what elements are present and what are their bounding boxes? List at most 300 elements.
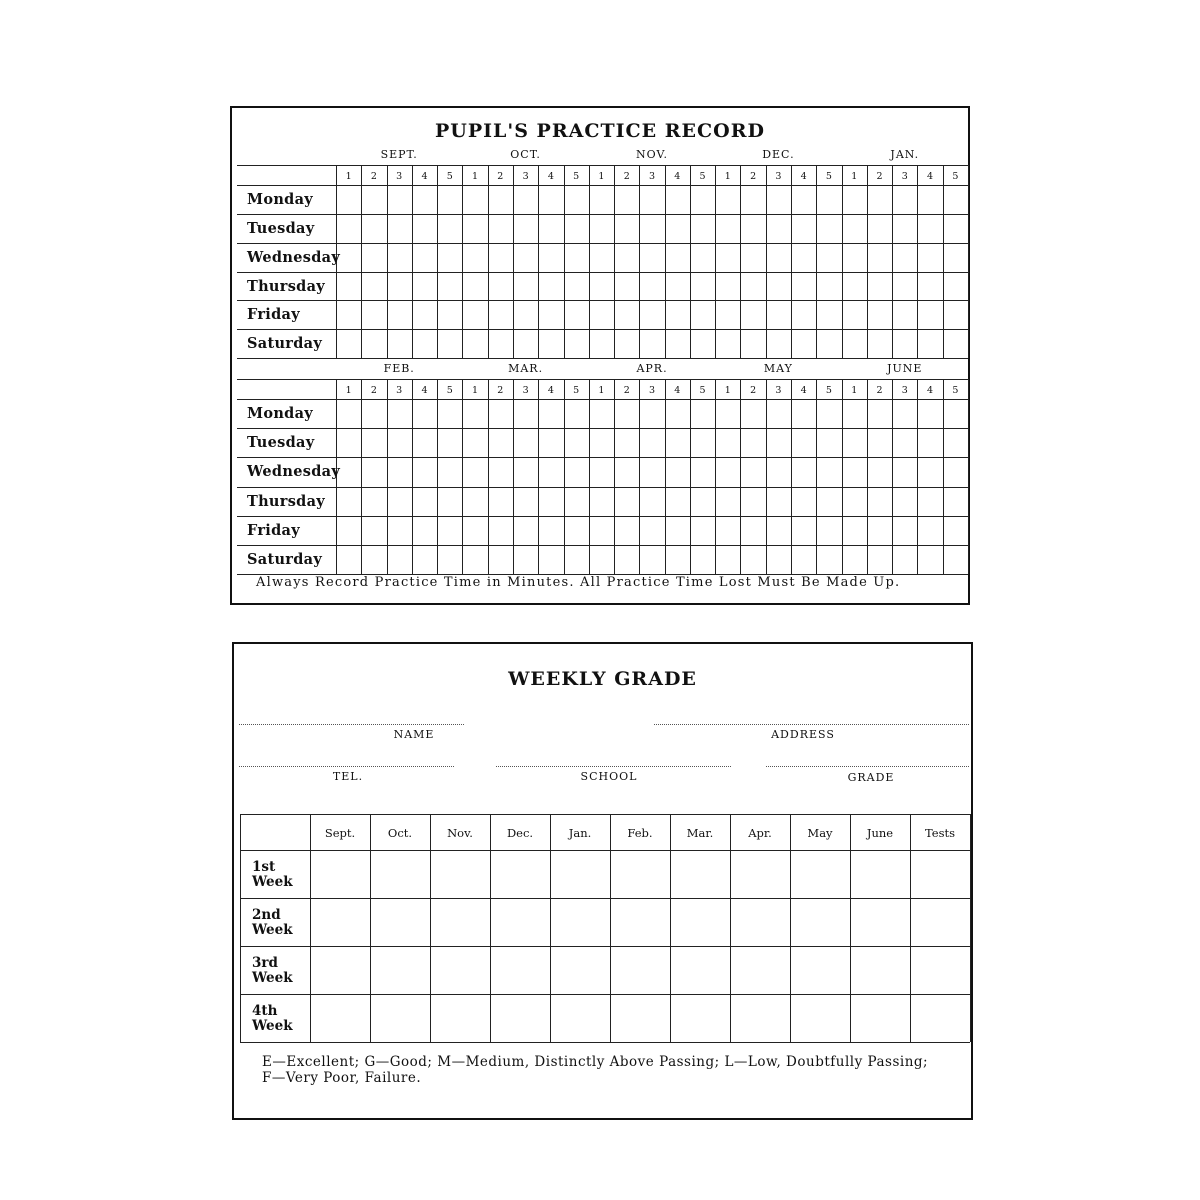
practice-cell[interactable] xyxy=(666,546,689,573)
grade-cell[interactable] xyxy=(551,899,609,945)
practice-cell[interactable] xyxy=(489,186,512,213)
practice-cell[interactable] xyxy=(615,458,638,485)
practice-cell[interactable] xyxy=(918,488,941,515)
practice-cell[interactable] xyxy=(918,546,941,573)
practice-cell[interactable] xyxy=(539,429,562,456)
practice-cell[interactable] xyxy=(640,517,663,544)
grade-cell[interactable] xyxy=(431,851,489,897)
practice-cell[interactable] xyxy=(843,301,866,328)
practice-cell[interactable] xyxy=(868,244,891,271)
practice-cell[interactable] xyxy=(792,488,815,515)
practice-cell[interactable] xyxy=(413,400,436,427)
practice-cell[interactable] xyxy=(640,546,663,573)
grade-cell[interactable] xyxy=(551,947,609,993)
practice-cell[interactable] xyxy=(565,215,588,242)
practice-cell[interactable] xyxy=(666,273,689,300)
practice-cell[interactable] xyxy=(615,301,638,328)
practice-cell[interactable] xyxy=(463,273,486,300)
practice-cell[interactable] xyxy=(691,215,714,242)
practice-cell[interactable] xyxy=(489,400,512,427)
practice-cell[interactable] xyxy=(514,215,537,242)
practice-cell[interactable] xyxy=(463,517,486,544)
grade-cell[interactable] xyxy=(311,947,369,993)
practice-cell[interactable] xyxy=(362,301,385,328)
practice-cell[interactable] xyxy=(792,546,815,573)
practice-cell[interactable] xyxy=(716,488,739,515)
practice-cell[interactable] xyxy=(413,301,436,328)
grade-cell[interactable] xyxy=(491,947,549,993)
practice-cell[interactable] xyxy=(565,488,588,515)
practice-cell[interactable] xyxy=(590,330,613,357)
grade-cell[interactable] xyxy=(491,851,549,897)
practice-cell[interactable] xyxy=(944,517,967,544)
practice-cell[interactable] xyxy=(691,273,714,300)
grade-cell[interactable] xyxy=(791,947,849,993)
practice-cell[interactable] xyxy=(843,186,866,213)
grade-cell[interactable] xyxy=(431,947,489,993)
practice-cell[interactable] xyxy=(893,458,916,485)
practice-cell[interactable] xyxy=(489,546,512,573)
practice-cell[interactable] xyxy=(565,330,588,357)
practice-cell[interactable] xyxy=(893,400,916,427)
practice-cell[interactable] xyxy=(615,215,638,242)
practice-cell[interactable] xyxy=(438,488,461,515)
grade-cell[interactable] xyxy=(671,851,729,897)
practice-cell[interactable] xyxy=(463,488,486,515)
practice-cell[interactable] xyxy=(792,244,815,271)
grade-cell[interactable] xyxy=(911,899,969,945)
practice-cell[interactable] xyxy=(413,517,436,544)
practice-cell[interactable] xyxy=(514,273,537,300)
practice-cell[interactable] xyxy=(918,517,941,544)
practice-cell[interactable] xyxy=(893,546,916,573)
practice-cell[interactable] xyxy=(843,400,866,427)
practice-cell[interactable] xyxy=(337,273,360,300)
practice-cell[interactable] xyxy=(388,546,411,573)
practice-cell[interactable] xyxy=(463,244,486,271)
practice-cell[interactable] xyxy=(388,330,411,357)
grade-cell[interactable] xyxy=(911,995,969,1041)
practice-cell[interactable] xyxy=(463,546,486,573)
practice-cell[interactable] xyxy=(565,186,588,213)
practice-cell[interactable] xyxy=(514,458,537,485)
practice-cell[interactable] xyxy=(792,215,815,242)
practice-cell[interactable] xyxy=(741,244,764,271)
grade-cell[interactable] xyxy=(611,851,669,897)
practice-cell[interactable] xyxy=(918,458,941,485)
practice-cell[interactable] xyxy=(463,186,486,213)
practice-cell[interactable] xyxy=(640,458,663,485)
practice-cell[interactable] xyxy=(868,301,891,328)
practice-cell[interactable] xyxy=(691,517,714,544)
practice-cell[interactable] xyxy=(767,244,790,271)
practice-cell[interactable] xyxy=(463,400,486,427)
grade-cell[interactable] xyxy=(671,995,729,1041)
grade-cell[interactable] xyxy=(851,947,909,993)
practice-cell[interactable] xyxy=(640,215,663,242)
practice-cell[interactable] xyxy=(868,546,891,573)
practice-cell[interactable] xyxy=(590,301,613,328)
practice-cell[interactable] xyxy=(413,488,436,515)
practice-cell[interactable] xyxy=(640,273,663,300)
practice-cell[interactable] xyxy=(893,517,916,544)
practice-cell[interactable] xyxy=(539,546,562,573)
practice-cell[interactable] xyxy=(691,186,714,213)
practice-cell[interactable] xyxy=(741,186,764,213)
practice-cell[interactable] xyxy=(741,273,764,300)
practice-cell[interactable] xyxy=(413,244,436,271)
practice-cell[interactable] xyxy=(565,429,588,456)
practice-cell[interactable] xyxy=(590,429,613,456)
practice-cell[interactable] xyxy=(918,244,941,271)
practice-cell[interactable] xyxy=(388,517,411,544)
practice-cell[interactable] xyxy=(792,429,815,456)
practice-cell[interactable] xyxy=(843,215,866,242)
practice-cell[interactable] xyxy=(337,330,360,357)
grade-cell[interactable] xyxy=(611,947,669,993)
practice-cell[interactable] xyxy=(868,215,891,242)
practice-cell[interactable] xyxy=(843,488,866,515)
practice-cell[interactable] xyxy=(944,458,967,485)
grade-cell[interactable] xyxy=(851,851,909,897)
grade-cell[interactable] xyxy=(371,899,429,945)
practice-cell[interactable] xyxy=(489,488,512,515)
practice-cell[interactable] xyxy=(893,215,916,242)
practice-cell[interactable] xyxy=(868,186,891,213)
practice-cell[interactable] xyxy=(944,546,967,573)
practice-cell[interactable] xyxy=(893,186,916,213)
practice-cell[interactable] xyxy=(615,244,638,271)
practice-cell[interactable] xyxy=(918,215,941,242)
practice-cell[interactable] xyxy=(514,400,537,427)
practice-cell[interactable] xyxy=(893,429,916,456)
practice-cell[interactable] xyxy=(413,273,436,300)
practice-cell[interactable] xyxy=(539,330,562,357)
practice-cell[interactable] xyxy=(438,301,461,328)
practice-cell[interactable] xyxy=(792,458,815,485)
practice-cell[interactable] xyxy=(767,186,790,213)
grade-cell[interactable] xyxy=(611,995,669,1041)
practice-cell[interactable] xyxy=(792,301,815,328)
practice-cell[interactable] xyxy=(615,429,638,456)
grade-cell[interactable] xyxy=(671,947,729,993)
practice-cell[interactable] xyxy=(539,273,562,300)
practice-cell[interactable] xyxy=(893,330,916,357)
practice-cell[interactable] xyxy=(666,244,689,271)
practice-cell[interactable] xyxy=(413,429,436,456)
practice-cell[interactable] xyxy=(918,273,941,300)
practice-cell[interactable] xyxy=(893,244,916,271)
practice-cell[interactable] xyxy=(489,244,512,271)
practice-cell[interactable] xyxy=(388,273,411,300)
practice-cell[interactable] xyxy=(615,517,638,544)
grade-cell[interactable] xyxy=(611,899,669,945)
grade-cell[interactable] xyxy=(311,995,369,1041)
practice-cell[interactable] xyxy=(514,517,537,544)
practice-cell[interactable] xyxy=(843,330,866,357)
practice-cell[interactable] xyxy=(691,330,714,357)
practice-cell[interactable] xyxy=(767,429,790,456)
practice-cell[interactable] xyxy=(944,488,967,515)
practice-cell[interactable] xyxy=(615,488,638,515)
practice-cell[interactable] xyxy=(843,429,866,456)
practice-cell[interactable] xyxy=(944,244,967,271)
grade-cell[interactable] xyxy=(731,899,789,945)
practice-cell[interactable] xyxy=(413,215,436,242)
practice-cell[interactable] xyxy=(590,546,613,573)
practice-cell[interactable] xyxy=(463,215,486,242)
practice-cell[interactable] xyxy=(388,215,411,242)
practice-cell[interactable] xyxy=(590,273,613,300)
practice-cell[interactable] xyxy=(767,330,790,357)
practice-cell[interactable] xyxy=(893,301,916,328)
practice-cell[interactable] xyxy=(666,400,689,427)
practice-cell[interactable] xyxy=(489,330,512,357)
practice-cell[interactable] xyxy=(362,458,385,485)
practice-cell[interactable] xyxy=(817,273,840,300)
practice-cell[interactable] xyxy=(590,400,613,427)
grade-cell[interactable] xyxy=(311,899,369,945)
practice-cell[interactable] xyxy=(463,458,486,485)
practice-cell[interactable] xyxy=(590,458,613,485)
practice-cell[interactable] xyxy=(590,244,613,271)
grade-cell[interactable] xyxy=(431,995,489,1041)
practice-cell[interactable] xyxy=(640,186,663,213)
practice-cell[interactable] xyxy=(843,458,866,485)
practice-cell[interactable] xyxy=(666,517,689,544)
practice-cell[interactable] xyxy=(362,546,385,573)
practice-cell[interactable] xyxy=(337,186,360,213)
grade-cell[interactable] xyxy=(791,899,849,945)
practice-cell[interactable] xyxy=(741,546,764,573)
practice-cell[interactable] xyxy=(514,546,537,573)
practice-cell[interactable] xyxy=(944,215,967,242)
practice-cell[interactable] xyxy=(388,400,411,427)
practice-cell[interactable] xyxy=(817,429,840,456)
grade-cell[interactable] xyxy=(491,995,549,1041)
grade-cell[interactable] xyxy=(371,995,429,1041)
practice-cell[interactable] xyxy=(868,517,891,544)
practice-cell[interactable] xyxy=(741,429,764,456)
practice-cell[interactable] xyxy=(741,400,764,427)
practice-cell[interactable] xyxy=(514,244,537,271)
practice-cell[interactable] xyxy=(413,546,436,573)
practice-cell[interactable] xyxy=(741,458,764,485)
practice-cell[interactable] xyxy=(463,429,486,456)
practice-cell[interactable] xyxy=(666,330,689,357)
practice-cell[interactable] xyxy=(716,273,739,300)
practice-cell[interactable] xyxy=(539,244,562,271)
practice-cell[interactable] xyxy=(691,301,714,328)
practice-cell[interactable] xyxy=(362,330,385,357)
practice-cell[interactable] xyxy=(438,546,461,573)
practice-cell[interactable] xyxy=(438,244,461,271)
practice-cell[interactable] xyxy=(817,546,840,573)
practice-cell[interactable] xyxy=(388,186,411,213)
practice-cell[interactable] xyxy=(438,458,461,485)
grade-cell[interactable] xyxy=(791,995,849,1041)
practice-cell[interactable] xyxy=(438,330,461,357)
practice-cell[interactable] xyxy=(362,400,385,427)
practice-cell[interactable] xyxy=(539,215,562,242)
practice-cell[interactable] xyxy=(413,458,436,485)
practice-cell[interactable] xyxy=(565,301,588,328)
grade-cell[interactable] xyxy=(731,851,789,897)
practice-cell[interactable] xyxy=(615,273,638,300)
practice-cell[interactable] xyxy=(868,330,891,357)
practice-cell[interactable] xyxy=(767,273,790,300)
practice-cell[interactable] xyxy=(514,301,537,328)
practice-cell[interactable] xyxy=(337,546,360,573)
practice-cell[interactable] xyxy=(362,488,385,515)
address-line[interactable] xyxy=(654,724,969,725)
grade-line[interactable] xyxy=(766,766,969,767)
practice-cell[interactable] xyxy=(843,273,866,300)
practice-cell[interactable] xyxy=(539,488,562,515)
practice-cell[interactable] xyxy=(918,400,941,427)
practice-cell[interactable] xyxy=(868,458,891,485)
practice-cell[interactable] xyxy=(337,488,360,515)
practice-cell[interactable] xyxy=(741,517,764,544)
practice-cell[interactable] xyxy=(868,488,891,515)
practice-cell[interactable] xyxy=(817,301,840,328)
practice-cell[interactable] xyxy=(691,400,714,427)
practice-cell[interactable] xyxy=(463,330,486,357)
practice-cell[interactable] xyxy=(767,488,790,515)
practice-cell[interactable] xyxy=(640,244,663,271)
practice-cell[interactable] xyxy=(438,517,461,544)
practice-cell[interactable] xyxy=(565,458,588,485)
practice-cell[interactable] xyxy=(792,186,815,213)
practice-cell[interactable] xyxy=(565,546,588,573)
practice-cell[interactable] xyxy=(539,400,562,427)
practice-cell[interactable] xyxy=(514,330,537,357)
practice-cell[interactable] xyxy=(843,546,866,573)
practice-cell[interactable] xyxy=(716,330,739,357)
practice-cell[interactable] xyxy=(362,517,385,544)
practice-cell[interactable] xyxy=(817,517,840,544)
practice-cell[interactable] xyxy=(716,400,739,427)
practice-cell[interactable] xyxy=(792,330,815,357)
practice-cell[interactable] xyxy=(893,273,916,300)
grade-cell[interactable] xyxy=(671,899,729,945)
grade-cell[interactable] xyxy=(911,947,969,993)
practice-cell[interactable] xyxy=(817,458,840,485)
practice-cell[interactable] xyxy=(388,301,411,328)
practice-cell[interactable] xyxy=(817,186,840,213)
practice-cell[interactable] xyxy=(489,429,512,456)
grade-cell[interactable] xyxy=(551,995,609,1041)
grade-cell[interactable] xyxy=(911,851,969,897)
practice-cell[interactable] xyxy=(615,186,638,213)
practice-cell[interactable] xyxy=(539,458,562,485)
practice-cell[interactable] xyxy=(463,301,486,328)
practice-cell[interactable] xyxy=(843,244,866,271)
grade-cell[interactable] xyxy=(371,947,429,993)
practice-cell[interactable] xyxy=(691,244,714,271)
grade-cell[interactable] xyxy=(491,899,549,945)
practice-cell[interactable] xyxy=(868,429,891,456)
practice-cell[interactable] xyxy=(438,186,461,213)
practice-cell[interactable] xyxy=(918,186,941,213)
practice-cell[interactable] xyxy=(438,215,461,242)
practice-cell[interactable] xyxy=(767,400,790,427)
practice-cell[interactable] xyxy=(640,429,663,456)
practice-cell[interactable] xyxy=(489,301,512,328)
grade-cell[interactable] xyxy=(551,851,609,897)
practice-cell[interactable] xyxy=(438,273,461,300)
practice-cell[interactable] xyxy=(362,273,385,300)
grade-cell[interactable] xyxy=(851,899,909,945)
practice-cell[interactable] xyxy=(817,330,840,357)
practice-cell[interactable] xyxy=(615,400,638,427)
practice-cell[interactable] xyxy=(438,429,461,456)
practice-cell[interactable] xyxy=(388,244,411,271)
practice-cell[interactable] xyxy=(337,215,360,242)
practice-cell[interactable] xyxy=(868,400,891,427)
practice-cell[interactable] xyxy=(362,244,385,271)
practice-cell[interactable] xyxy=(691,546,714,573)
practice-cell[interactable] xyxy=(666,429,689,456)
practice-cell[interactable] xyxy=(716,215,739,242)
grade-cell[interactable] xyxy=(371,851,429,897)
practice-cell[interactable] xyxy=(615,546,638,573)
practice-cell[interactable] xyxy=(944,330,967,357)
practice-cell[interactable] xyxy=(716,186,739,213)
practice-cell[interactable] xyxy=(337,400,360,427)
practice-cell[interactable] xyxy=(590,488,613,515)
school-line[interactable] xyxy=(496,766,731,767)
practice-cell[interactable] xyxy=(640,330,663,357)
practice-cell[interactable] xyxy=(792,273,815,300)
practice-cell[interactable] xyxy=(640,400,663,427)
practice-cell[interactable] xyxy=(741,330,764,357)
practice-cell[interactable] xyxy=(590,215,613,242)
practice-cell[interactable] xyxy=(767,546,790,573)
practice-cell[interactable] xyxy=(640,301,663,328)
practice-cell[interactable] xyxy=(489,215,512,242)
practice-cell[interactable] xyxy=(741,488,764,515)
practice-cell[interactable] xyxy=(691,429,714,456)
practice-cell[interactable] xyxy=(388,458,411,485)
practice-cell[interactable] xyxy=(918,330,941,357)
practice-cell[interactable] xyxy=(843,517,866,544)
practice-cell[interactable] xyxy=(337,517,360,544)
practice-cell[interactable] xyxy=(767,215,790,242)
practice-cell[interactable] xyxy=(640,488,663,515)
practice-cell[interactable] xyxy=(741,301,764,328)
practice-cell[interactable] xyxy=(817,400,840,427)
practice-cell[interactable] xyxy=(413,330,436,357)
practice-cell[interactable] xyxy=(539,517,562,544)
practice-cell[interactable] xyxy=(489,517,512,544)
practice-cell[interactable] xyxy=(792,517,815,544)
grade-cell[interactable] xyxy=(431,899,489,945)
name-line[interactable] xyxy=(239,724,464,725)
practice-cell[interactable] xyxy=(716,546,739,573)
practice-cell[interactable] xyxy=(489,273,512,300)
practice-cell[interactable] xyxy=(666,301,689,328)
practice-cell[interactable] xyxy=(691,458,714,485)
practice-cell[interactable] xyxy=(362,429,385,456)
practice-cell[interactable] xyxy=(817,488,840,515)
practice-cell[interactable] xyxy=(362,215,385,242)
practice-cell[interactable] xyxy=(741,215,764,242)
grade-cell[interactable] xyxy=(731,995,789,1041)
grade-cell[interactable] xyxy=(731,947,789,993)
practice-cell[interactable] xyxy=(767,517,790,544)
practice-cell[interactable] xyxy=(489,458,512,485)
